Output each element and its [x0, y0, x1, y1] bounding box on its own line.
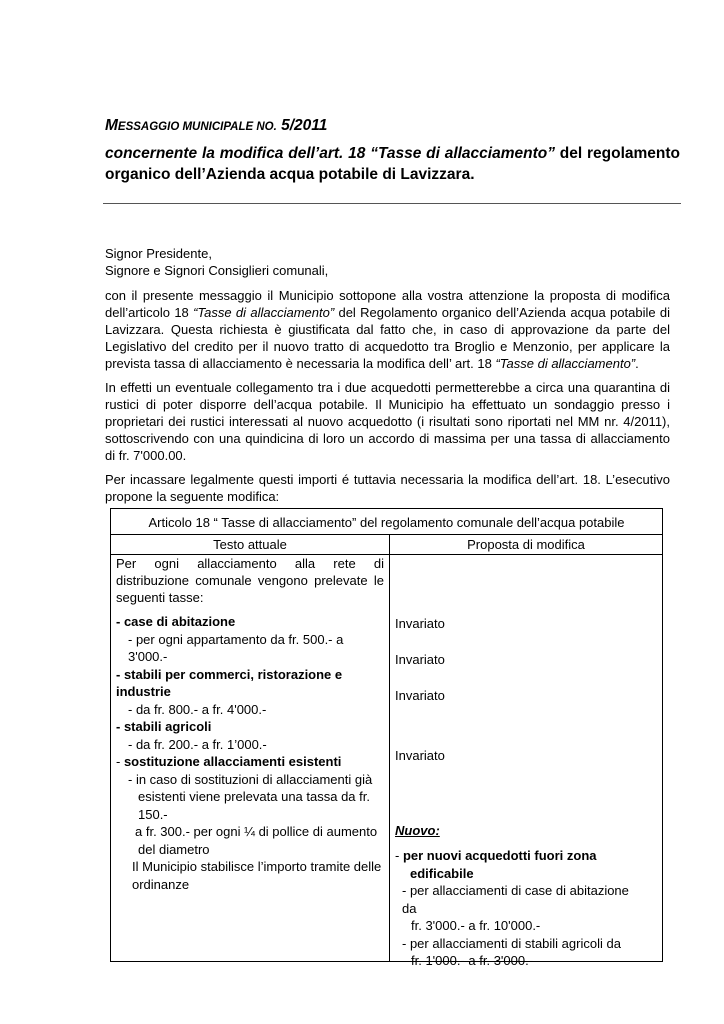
current-heading-agricultural: - stabili agricoli — [116, 719, 212, 734]
paragraph-2: In effetti un eventuale collegamento tra i due acquedotti permetterebbe a circa una quarantina di rustici di poter disporre dell’acqua potabile. Il Municipio ha effettuato un sondaggio presso i proprietari dei rustici interessati al nuovo acquedotto (i risultati sono riportati nel MM nr. 4/2011), sottoscrivendo con una quindicina di loro un accordo di massima per una tassa di allacciamento di fr. 7'000.00. — [105, 380, 670, 463]
current-replacement-line-6: ordinanze — [132, 876, 190, 892]
current-replacement-line-2: esistenti viene prelevata una tassa da fr. 150.- — [138, 789, 370, 822]
proposal-new-line-4: fr. 1'000.- a fr. 3'000.- — [411, 953, 534, 968]
current-replacement-line-4: del diametro — [138, 841, 210, 857]
salutation — [105, 245, 328, 279]
proposal-new-line-3: - per allacciamenti di stabili agricoli da — [402, 935, 621, 951]
proposal-unchanged-commerce: Invariato — [395, 652, 445, 667]
salutation-line-2: Signore e Signori Consiglieri comunali, — [105, 263, 329, 278]
current-heading-replacement: - sostituzione allacciamenti esistenti — [116, 754, 342, 769]
paragraph-3: Per incassare legalmente questi importi é tuttavia necessaria la modifica dell’art. 18. L’esecutivo propone la seguente modifica: — [105, 472, 670, 504]
message-subject — [105, 143, 680, 185]
current-detail-agricultural: - da fr. 200.- a fr. 1’000.- — [128, 736, 267, 752]
current-detail-houses: - per ogni appartamento da fr. 500.- a 3'000.- — [128, 631, 344, 664]
proposal-new-line-2: fr. 3'000.- a fr. 10'000.- — [411, 918, 541, 933]
proposal-new-heading: - per nuovi acquedotti fuori zona — [395, 848, 597, 863]
proposal-unchanged-agricultural: Invariato — [395, 688, 445, 703]
article-table — [110, 508, 663, 968]
current-heading-houses: - case di abitazione — [116, 614, 236, 629]
proposal-new-label: Nuovo: — [395, 823, 440, 838]
column-header-proposal: Proposta di modifica — [390, 534, 663, 555]
proposal-new-block — [395, 847, 645, 970]
column-header-current: Testo attuale — [111, 534, 390, 555]
header-divider — [103, 203, 681, 204]
current-text-cell — [111, 555, 390, 962]
proposal-new-line-1: - per allacciamenti di case di abitazione da — [402, 883, 629, 916]
current-intro: Per ogni allacciamento alla rete di distribuzione comunale vengono prelevate le seguenti tasse: — [116, 556, 384, 605]
paragraph-1: con il presente messaggio il Municipio sottopone alla vostra attenzione la proposta di modifica dell’articolo 18 “Tasse di allacciamento” del Regolamento organico dell’Azienda acqua potabile di Lavizzara. Questa richiesta è giustificata dal fatto che, in caso di approvazione da parte del Legislativo del credito per il nuovo tratto di acquedotto tra Broglio e Menzonio, per applicare la prevista tassa di allacciamento è necessaria la modifica dell’ art. 18 “Tasse di allacciamento”. — [105, 288, 670, 371]
current-replacement-line-5: Il Municipio stabilisce l’importo tramite delle — [132, 859, 382, 874]
table-caption: Articolo 18 “ Tasse di allacciamento” del regolamento comunale dell’acqua potabile — [111, 509, 663, 535]
salutation-line-1: Signor Presidente, — [105, 246, 212, 261]
proposal-new-heading-2: edificabile — [410, 865, 474, 881]
current-replacement-line-3: a fr. 300.- per ogni ¼ di pollice di aumento — [135, 824, 378, 839]
current-heading-commerce: - stabili per commerci, ristorazione e industrie — [116, 666, 343, 699]
current-replacement-line-1: - in caso di sostituzioni di allacciamenti già — [128, 771, 373, 787]
proposal-cell — [390, 555, 663, 968]
proposal-unchanged-replacement: Invariato — [395, 748, 445, 763]
body-text — [105, 287, 670, 512]
subject-rest: del regolamento organico dell’Azienda acqua potabile di Lavizzara. — [105, 145, 680, 183]
proposal-unchanged-houses: Invariato — [395, 616, 445, 631]
message-title: MESSAGGIO MUNICIPALE NO. 5/2011 — [105, 117, 328, 134]
subject-italic: concernente la modifica dell’art. 18 “Tasse di allacciamento” — [105, 145, 555, 162]
current-detail-commerce: - da fr. 800.- a fr. 4'000.- — [128, 701, 267, 717]
